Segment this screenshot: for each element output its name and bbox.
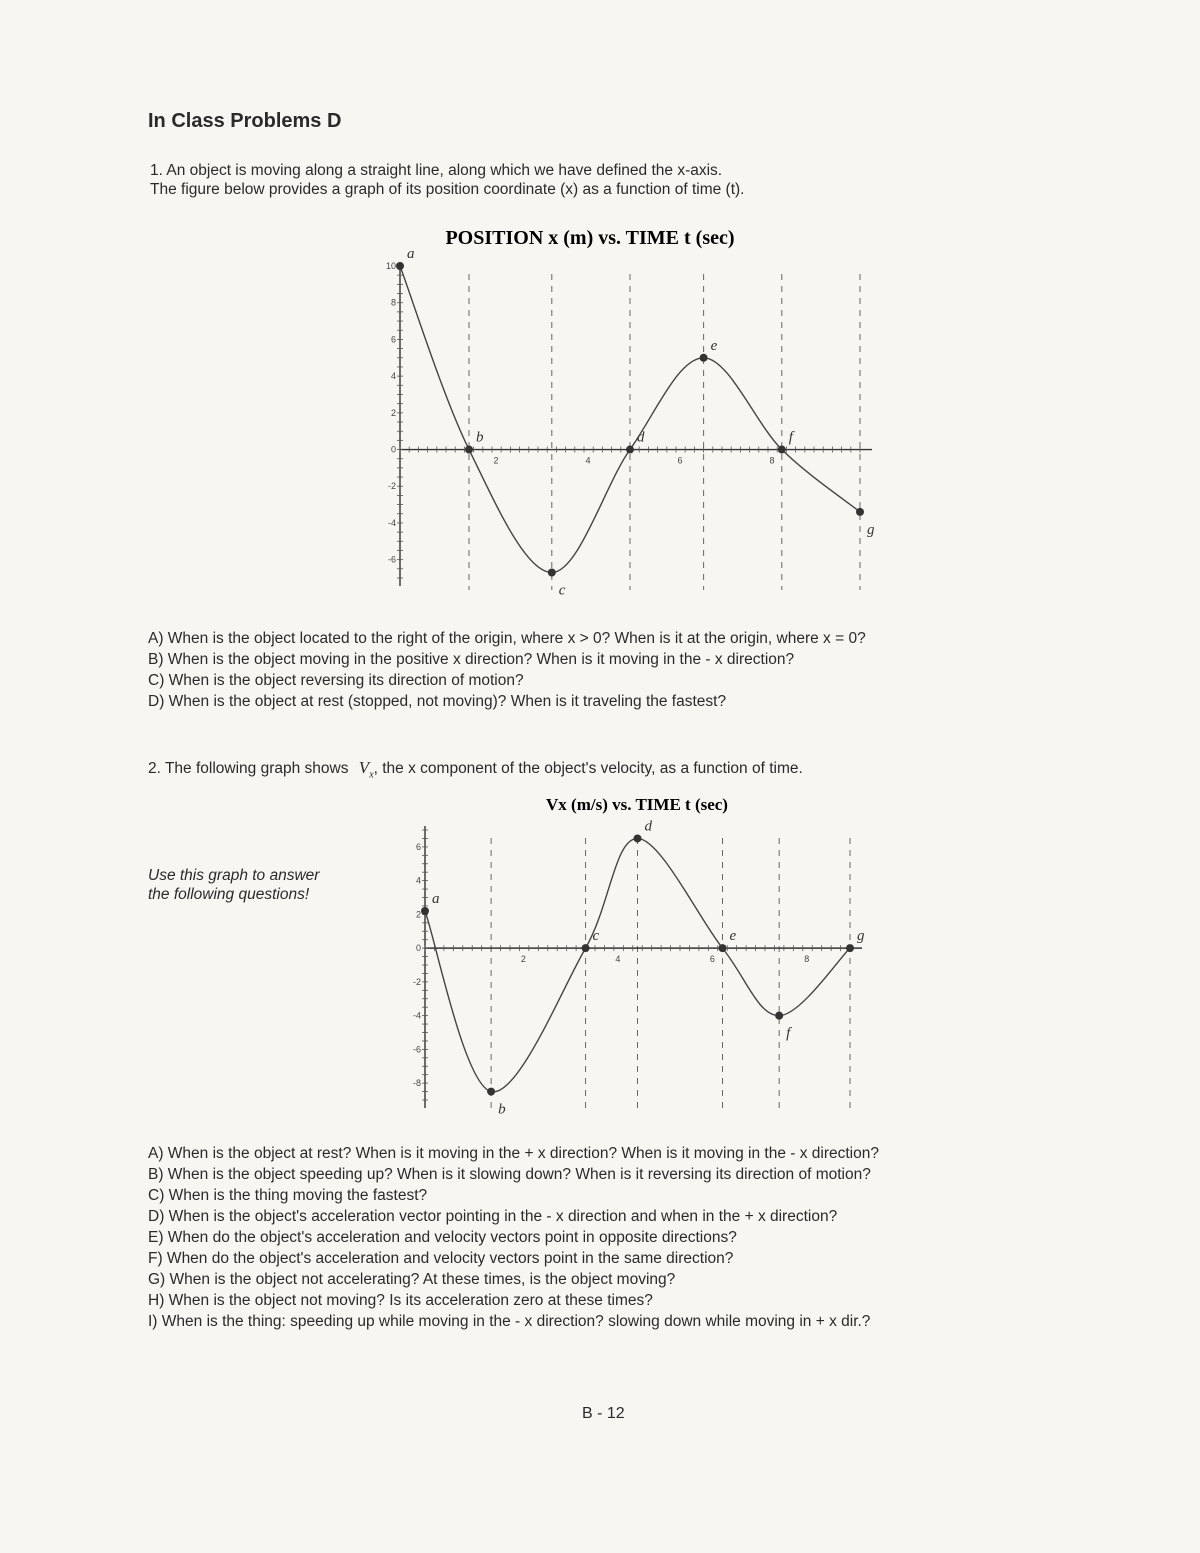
y-tick-label: 0 [390, 444, 396, 455]
y-tick-label: 0 [415, 943, 421, 954]
point-c [582, 944, 590, 952]
y-tick-label: -2 [387, 481, 396, 492]
point-label-g: g [867, 521, 875, 538]
y-tick-label: 10 [385, 261, 396, 271]
point-f [775, 1012, 783, 1020]
point-g [856, 508, 864, 516]
list-item: D) When is the object's acceleration vector pointing in the - x direction and when in the + x direction? [148, 1208, 838, 1225]
point-label-a: a [432, 891, 440, 907]
point-b [465, 446, 473, 454]
y-tick-label: -6 [412, 1044, 421, 1055]
chart2-axes [425, 826, 862, 1108]
list-item: C) When is the thing moving the fastest? [148, 1187, 428, 1204]
velocity-chart [395, 790, 885, 1130]
point-label-f: f [786, 1025, 791, 1042]
x-tick-label: 2 [520, 954, 526, 965]
list-item: F) When do the object's acceleration and velocity vectors point in the same direction? [148, 1250, 734, 1267]
y-tick-label: -2 [412, 976, 421, 987]
problem2-intro [148, 758, 803, 780]
y-tick-label: 4 [415, 875, 421, 886]
problem1-intro-line2: The figure below provides a graph of its position coordinate (x) as a function of time (t). [150, 181, 745, 198]
list-item: D) When is the object at rest (stopped, not moving)? When is it traveling the fastest? [148, 693, 727, 710]
point-f [778, 446, 786, 454]
y-tick-label: 2 [415, 909, 421, 920]
point-label-d: d [637, 429, 645, 446]
chart1-points [396, 246, 875, 598]
list-item: B) When is the object moving in the positive x direction? When is it moving in the - x direction? [148, 651, 795, 668]
point-e [719, 944, 727, 952]
chart1-title: POSITION x (m) vs. TIME t (sec) [445, 227, 735, 249]
point-a [421, 907, 429, 915]
point-label-c: c [592, 928, 600, 945]
y-tick-label: 4 [390, 371, 396, 382]
point-label-e: e [729, 928, 737, 945]
chart1-axes [400, 262, 872, 586]
list-item: E) When do the object's acceleration and velocity vectors point in opposite directions? [148, 1229, 737, 1246]
side-note: Use this graph to answer the following questions! [148, 867, 320, 903]
vx-symbol: $V_x$ [358, 758, 374, 781]
point-d [626, 446, 634, 454]
list-item: C) When is the object reversing its direction of motion? [148, 672, 524, 689]
point-c [548, 568, 556, 576]
y-tick-label: -4 [387, 517, 396, 528]
point-label-b: b [498, 1101, 506, 1118]
point-label-c: c [558, 582, 566, 599]
list-item: A) When is the object located to the right of the origin, where x > 0? When is it at the origin, where x = 0? [148, 630, 866, 647]
problem1-intro-line1: 1. An object is moving along a straight line, along which we have defined the x-axis. [150, 162, 723, 179]
list-item: B) When is the object speeding up? When is it slowing down? When is it reversing its direction of motion? [148, 1166, 871, 1183]
y-tick-label: 8 [390, 297, 396, 308]
point-label-e: e [710, 337, 718, 354]
position-chart [360, 218, 880, 608]
point-e [700, 354, 708, 362]
chart2-points [421, 818, 865, 1117]
point-label-g: g [857, 928, 865, 945]
x-tick-label: 6 [677, 455, 683, 466]
point-g [846, 944, 854, 952]
chart2-ticks [413, 830, 850, 1100]
chart1-dashed-lines [469, 274, 860, 590]
y-tick-label: -4 [412, 1010, 421, 1021]
x-tick-label: 8 [769, 455, 775, 466]
x-tick-label: 2 [493, 455, 499, 466]
point-label-f: f [788, 429, 793, 446]
problem1-questions [148, 628, 866, 712]
x-tick-label: 4 [585, 455, 591, 466]
page-number: B - 12 [582, 1405, 625, 1422]
point-label-d: d [644, 818, 652, 835]
point-d [634, 834, 642, 842]
chart1-ticks [386, 261, 860, 578]
list-item: H) When is the object not moving? Is its acceleration zero at these times? [148, 1292, 653, 1309]
list-item: I) When is the thing: speeding up while moving in the - x direction? slowing down while moving in + x dir.? [148, 1313, 871, 1330]
problem2-questions [148, 1143, 879, 1332]
x-tick-label: 6 [709, 954, 715, 965]
point-a [396, 262, 404, 270]
point-b [487, 1088, 495, 1096]
page-title: In Class Problems D [148, 110, 342, 132]
x-tick-label: 4 [615, 954, 621, 965]
list-item: G) When is the object not accelerating? At these times, is the object moving? [148, 1271, 676, 1288]
chart2-title: Vx (m/s) vs. TIME t (sec) [546, 795, 728, 814]
point-label-a: a [407, 246, 415, 262]
y-tick-label: 6 [415, 841, 421, 852]
x-tick-label: 8 [804, 954, 810, 965]
point-label-b: b [476, 429, 484, 446]
list-item: A) When is the object at rest? When is it moving in the + x direction? When is it moving in the - x direction? [148, 1145, 879, 1162]
y-tick-label: 2 [390, 407, 396, 418]
problem2-suffix: , the x component of the object's velocity, as a function of time. [373, 760, 803, 777]
y-tick-label: -8 [412, 1078, 421, 1089]
chart2-dashed-lines [491, 838, 850, 1112]
y-tick-label: 6 [390, 334, 396, 345]
y-tick-label: -6 [387, 554, 396, 565]
problem2-prefix: 2. The following graph shows [148, 760, 349, 777]
